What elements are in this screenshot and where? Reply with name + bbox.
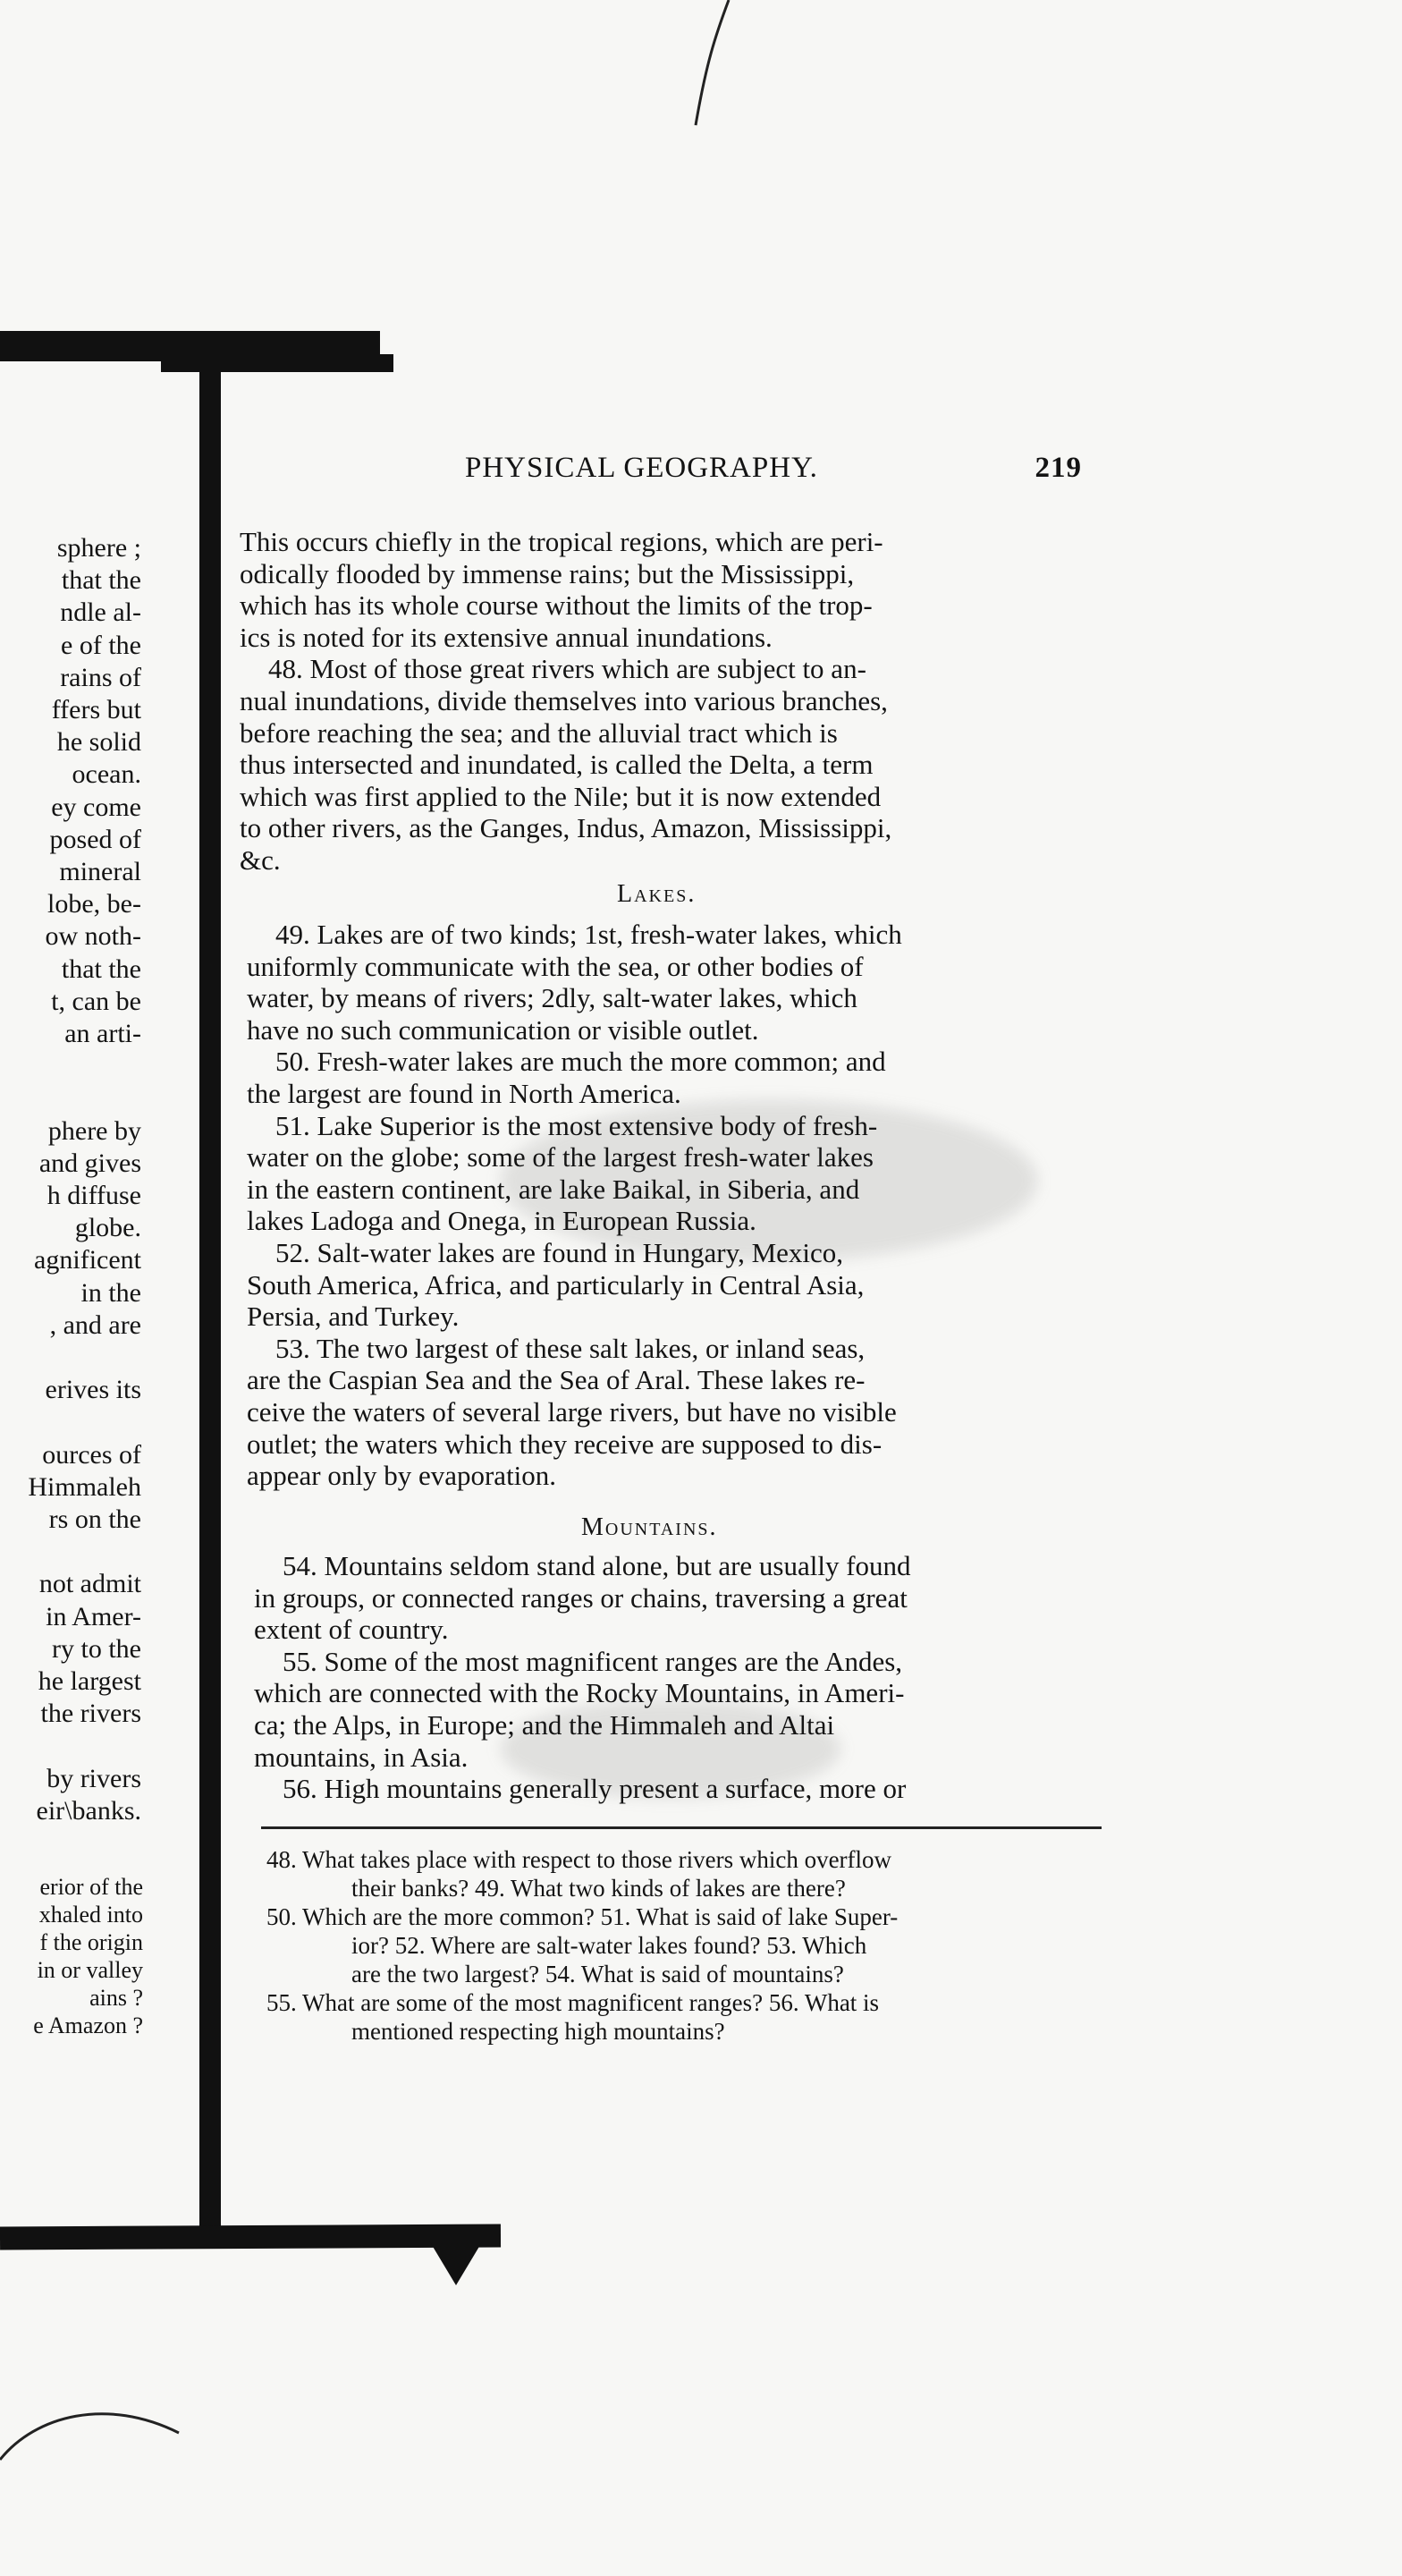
lakes-line: uniformly communicate with the sea, or other bodies of bbox=[247, 950, 864, 982]
left-page-line: Himmaleh bbox=[28, 1471, 141, 1502]
body-line: to other rivers, as the Ganges, Indus, Amazon, Mississippi, bbox=[240, 812, 892, 844]
lakes-line: 49. Lakes are of two kinds; 1st, fresh-water lakes, which bbox=[275, 919, 902, 950]
left-page-line: rains of bbox=[60, 662, 141, 692]
left-page-line: ocean. bbox=[72, 759, 141, 790]
left-page-line: he largest bbox=[38, 1666, 141, 1696]
left-page-line: mineral bbox=[59, 857, 141, 886]
question-line: ior? 52. Where are salt-water lakes found? 53. Which bbox=[351, 1932, 867, 1959]
left-page-line: h diffuse bbox=[46, 1181, 141, 1210]
section-heading-mountains: Mountains. bbox=[581, 1513, 718, 1541]
left-page-line: rs on the bbox=[48, 1504, 141, 1534]
left-page-line: an arti- bbox=[64, 1019, 141, 1048]
question-line: 55. What are some of the most magnificent ranges? 56. What is bbox=[266, 1989, 880, 2016]
left-page-line: posed of bbox=[49, 824, 141, 854]
lakes-line: outlet; the waters which they receive are supposed to dis- bbox=[247, 1428, 883, 1460]
left-page-line: eir\banks. bbox=[36, 1795, 141, 1826]
left-page-line: ey come bbox=[51, 792, 141, 822]
question-line: 48. What takes place with respect to those rivers which overflow bbox=[266, 1846, 892, 1873]
lakes-line: water on the globe; some of the largest fresh-water lakes bbox=[247, 1141, 874, 1174]
left-page-line: t, can be bbox=[51, 986, 141, 1016]
lakes-line: appear only by evaporation. bbox=[247, 1460, 557, 1492]
left-page-line: ow noth- bbox=[45, 921, 141, 952]
question-line: are the two largest? 54. What is said of mountains? bbox=[351, 1961, 844, 1987]
mountains-line: 54. Mountains seldom stand alone, but are usually found bbox=[283, 1550, 911, 1581]
left-page-question-line: ains ? bbox=[89, 1985, 143, 2011]
lakes-line: 52. Salt-water lakes are found in Hungary, Mexico, bbox=[275, 1237, 844, 1268]
scratch-mark-top bbox=[680, 0, 733, 134]
left-page-line: e of the bbox=[61, 630, 141, 660]
left-page-question-line: in or valley bbox=[37, 1957, 143, 1983]
binding-vertical-bar bbox=[199, 367, 221, 2236]
left-page-line: erives its bbox=[45, 1375, 141, 1405]
left-page-line: ry to the bbox=[52, 1633, 141, 1664]
mountains-line: in groups, or connected ranges or chains, traversing a great bbox=[254, 1581, 908, 1614]
body-line: which has its whole course without the limits of the trop- bbox=[240, 589, 873, 622]
question-line: 50. Which are the more common? 51. What is said of lake Super- bbox=[266, 1903, 899, 1930]
page-number: 219 bbox=[1035, 452, 1082, 484]
left-page-line: in the bbox=[80, 1277, 141, 1308]
mountains-line: mountains, in Asia. bbox=[254, 1741, 469, 1773]
body-line: This occurs chiefly in the tropical regions, which are peri- bbox=[240, 526, 883, 557]
left-page-line: the rivers bbox=[40, 1699, 141, 1729]
left-page-line: that the bbox=[61, 565, 141, 596]
running-head-title: PHYSICAL GEOGRAPHY. bbox=[465, 452, 818, 484]
left-page-line: ffers but bbox=[51, 695, 141, 724]
left-page-line: phere by bbox=[47, 1115, 141, 1146]
body-line: thus intersected and inundated, is called the Delta, a term bbox=[240, 749, 874, 781]
body-line: ics is noted for its extensive annual inundations. bbox=[240, 621, 773, 653]
body-line: which was first applied to the Nile; but it is now extended bbox=[240, 780, 882, 812]
left-page-line: lobe, be- bbox=[47, 889, 141, 919]
lakes-line: Persia, and Turkey. bbox=[247, 1301, 460, 1333]
left-page-question-line: e Amazon ? bbox=[33, 2012, 143, 2038]
question-line: mentioned respecting high mountains? bbox=[351, 2018, 725, 2045]
mountains-line: 56. High mountains generally present a surface, more or bbox=[283, 1773, 907, 1805]
lakes-line: the largest are found in North America. bbox=[247, 1078, 681, 1109]
left-page-line: ndle al- bbox=[60, 597, 141, 628]
left-page-line: agnificent bbox=[34, 1245, 141, 1275]
running-header bbox=[465, 452, 1082, 496]
left-page-line: not admit bbox=[38, 1569, 141, 1599]
lakes-line: in the eastern continent, are lake Baikal, in Siberia, and bbox=[247, 1173, 860, 1205]
body-line: nual inundations, divide themselves into various branches, bbox=[240, 685, 888, 716]
lakes-line: 53. The two largest of these salt lakes, or inland seas, bbox=[275, 1332, 866, 1364]
footnote-rule bbox=[261, 1826, 1102, 1829]
left-page-line: , and are bbox=[49, 1309, 141, 1340]
mountains-line: ca; the Alps, in Europe; and the Himmaleh and Altai bbox=[254, 1709, 835, 1741]
lakes-line: are the Caspian Sea and the Sea of Aral. These lakes re- bbox=[247, 1364, 866, 1396]
body-line: odically flooded by immense rains; but the Mississippi, bbox=[240, 557, 855, 589]
left-page-line: that the bbox=[61, 953, 141, 984]
mountains-line: extent of country. bbox=[254, 1614, 449, 1646]
left-page-question-line: erior of the bbox=[39, 1874, 143, 1900]
lakes-line: South America, Africa, and particularly in Central Asia, bbox=[247, 1268, 865, 1301]
left-page-line: sphere ; bbox=[56, 533, 141, 563]
lakes-line: lakes Ladoga and Onega, in European Russia. bbox=[247, 1205, 756, 1237]
left-page-line: in Amer- bbox=[46, 1601, 141, 1631]
binding-bottom-bar bbox=[0, 2224, 501, 2250]
left-page-line: by rivers bbox=[46, 1763, 141, 1793]
body-line: before reaching the sea; and the alluvial tract which is bbox=[240, 716, 838, 749]
body-line: 48. Most of those great rivers which are subject to an- bbox=[268, 653, 866, 685]
lakes-line: have no such communication or visible outlet. bbox=[247, 1013, 759, 1046]
scratch-mark-bottom bbox=[0, 2379, 197, 2478]
left-page-line: ources of bbox=[42, 1439, 141, 1470]
left-page-line: globe. bbox=[74, 1213, 141, 1243]
lakes-line: water, by means of rivers; 2dly, salt-water lakes, which bbox=[247, 982, 857, 1014]
left-page-question-line: xhaled into bbox=[38, 1902, 143, 1928]
question-line: their banks? 49. What two kinds of lakes are there? bbox=[351, 1875, 846, 1902]
lakes-line: 50. Fresh-water lakes are much the more common; and bbox=[275, 1046, 886, 1078]
left-page-question-line: f the origin bbox=[39, 1929, 143, 1955]
left-page-line: he solid bbox=[56, 727, 141, 758]
body-line: &c. bbox=[240, 844, 281, 876]
section-heading-lakes: Lakes. bbox=[617, 880, 697, 908]
lakes-line: ceive the waters of several large rivers, but have no visible bbox=[247, 1396, 897, 1428]
left-page-line: and gives bbox=[38, 1148, 141, 1178]
mountains-line: which are connected with the Rocky Mountains, in Ameri- bbox=[254, 1677, 905, 1709]
binding-bottom-wedge bbox=[429, 2241, 483, 2285]
lakes-line: 51. Lake Superior is the most extensive body of fresh- bbox=[275, 1109, 878, 1141]
mountains-line: 55. Some of the most magnificent ranges are the Andes, bbox=[283, 1645, 903, 1677]
binding-top-bar-cap bbox=[161, 354, 393, 372]
